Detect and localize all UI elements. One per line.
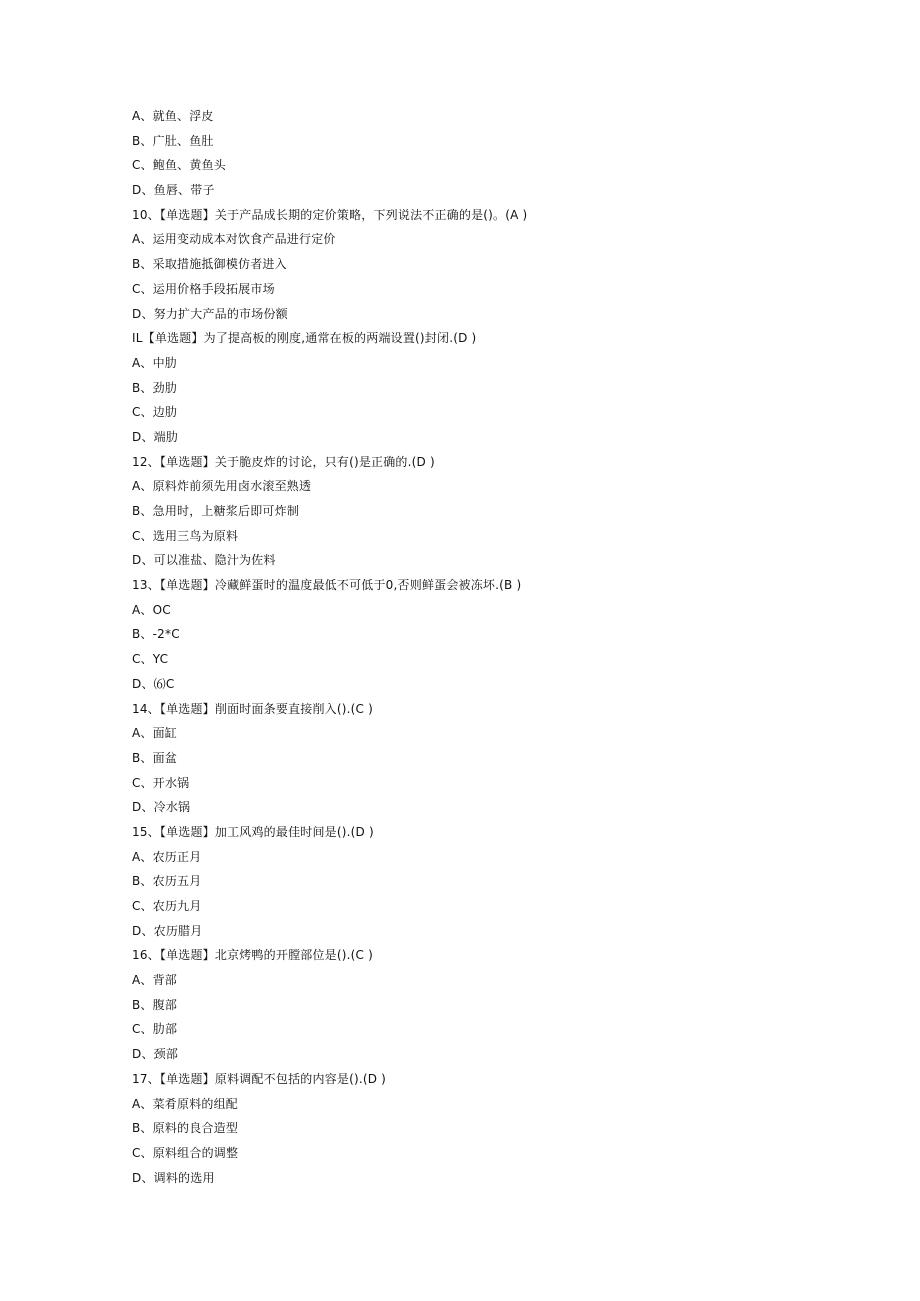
option-line: D、冷水锅 xyxy=(132,800,191,815)
option-line: C、边肋 xyxy=(132,405,178,420)
option-line: B、腹部 xyxy=(132,997,178,1012)
question-line: 10、【单选题】关于产品成长期的定价策略，下列说法不正确的是()。(A ) xyxy=(132,207,528,222)
option-line: B、广肚、鱼肚 xyxy=(132,133,214,148)
option-line: A、运用变动成本对饮食产品进行定价 xyxy=(132,232,336,247)
question-line: 14、【单选题】削面时面条要直接削入().(C ) xyxy=(132,701,374,716)
option-line: C、鲍鱼、黄鱼头 xyxy=(132,158,226,173)
option-line: B、原料的良合造型 xyxy=(132,1121,239,1136)
option-line: C、YC xyxy=(132,652,169,667)
question-line: 16、【单选题】北京烤鸭的开膛部位是().(C ) xyxy=(132,948,374,963)
question-list xyxy=(132,104,892,1190)
option-line: B、面盆 xyxy=(132,750,178,765)
question-line: 17、【单选题】原料调配不包括的内容是().(D ) xyxy=(132,1071,387,1086)
option-line: A、OC xyxy=(132,602,171,617)
option-line: C、开水锅 xyxy=(132,775,190,790)
option-line: A、菜肴原料的组配 xyxy=(132,1096,239,1111)
option-line: B、急用时，上糖浆后即可炸制 xyxy=(132,504,300,518)
option-line: C、农历九月 xyxy=(132,899,202,913)
option-line: B、-2*C xyxy=(132,627,180,642)
question-line: 15、【单选题】加工风鸡的最佳时间是().(D ) xyxy=(132,824,374,839)
option-line: D、努力扩大产品的市场份额 xyxy=(132,306,288,321)
question-line: 12、【单选题】关于脆皮炸的讨论，只有()是正确的.(D ) xyxy=(132,454,435,469)
option-line: A、背部 xyxy=(132,973,178,988)
option-line: C、运用价格手段拓展市场 xyxy=(132,281,275,296)
option-line: B、劲肋 xyxy=(132,380,178,395)
option-line: C、选用三鸟为原料 xyxy=(132,528,239,543)
option-line: A、面缸 xyxy=(132,726,178,741)
question-line: IL【单选题】为了提高板的刚度,通常在板的两端设置()封闭.(D ) xyxy=(132,331,477,346)
option-line: A、原料炸前须先用卤水滚至熟透 xyxy=(132,479,312,494)
option-line: C、肋部 xyxy=(132,1022,178,1037)
question-line: 13、【单选题】冷藏鲜蛋时的温度最低不可低于0,否则鲜蛋会被冻坏.(B ) xyxy=(132,578,522,593)
option-line: D、鱼唇、带子 xyxy=(132,183,215,198)
option-line: D、可以准盐、隐汁为佐料 xyxy=(132,553,276,568)
option-line: A、中肋 xyxy=(132,355,178,370)
option-line: D、⑹C xyxy=(132,676,175,691)
option-line: B、农历五月 xyxy=(132,874,202,889)
option-line: C、原料组合的调整 xyxy=(132,1145,239,1160)
option-line: D、端肋 xyxy=(132,429,179,444)
option-line: D、颈部 xyxy=(132,1047,179,1062)
option-line: D、调料的选用 xyxy=(132,1170,215,1185)
option-line: A、农历正月 xyxy=(132,849,202,864)
option-line: D、农历腊月 xyxy=(132,923,203,938)
option-line: B、采取措施抵御模仿者进入 xyxy=(132,257,287,272)
option-line: A、就鱼、浮皮 xyxy=(132,109,214,123)
